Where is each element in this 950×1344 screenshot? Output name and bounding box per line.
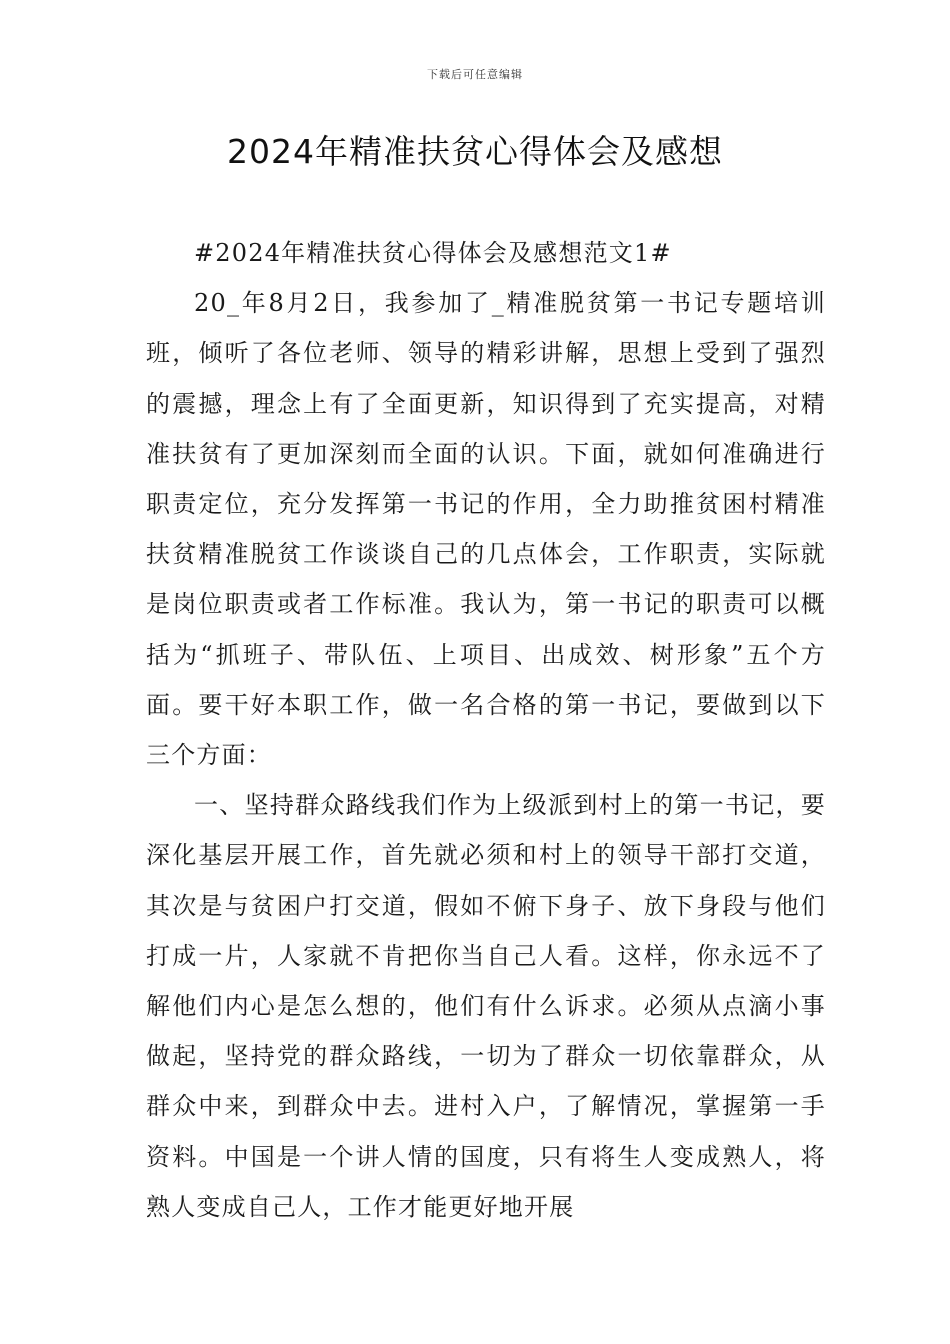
document-body [146, 228, 826, 1232]
header-note: 下载后可任意编辑 [427, 68, 523, 81]
paragraph-intro: 20_年8月2日，我参加了_精准脱贫第一书记专题培训班，倾听了各位老师、领导的精彩讲解，思想上受到了强烈的震撼，理念上有了全面更新，知识得到了充实提高，对精准扶贫有了更加深刻而全面的认识。下面，就如何准确进行职责定位，充分发挥第一书记的作用，全力助推贫困村精准扶贫精准脱贫工作谈谈自己的几点体会，工作职责，实际就是岗位职责或者工作标准。我认为，第一书记的职责可以概括为“抓班子、带队伍、上项目、出成效、树形象”五个方面。要干好本职工作，做一名合格的第一书记，要做到以下三个方面： [146, 289, 826, 770]
paragraph-section-one: 一、坚持群众路线我们作为上级派到村上的第一书记，要深化基层开展工作，首先就必须和村上的领导干部打交道，其次是与贫困户打交道，假如不俯下身子、放下身段与他们打成一片，人家就不肯把你当自己人看。这样，你永远不了解他们内心是怎么想的，他们有什么诉求。必须从点滴小事做起，坚持党的群众路线，一切为了群众一切依靠群众，从群众中来，到群众中去。进村入户，了解情况，掌握第一手资料。中国是一个讲人情的国度，只有将生人变成熟人，将熟人变成自己人，工作才能更好地开展 [146, 791, 826, 1221]
document-title: 2024年精准扶贫心得体会及感想 [227, 132, 723, 171]
paragraph-subtitle: #2024年精准扶贫心得体会及感想范文1# [194, 239, 672, 267]
